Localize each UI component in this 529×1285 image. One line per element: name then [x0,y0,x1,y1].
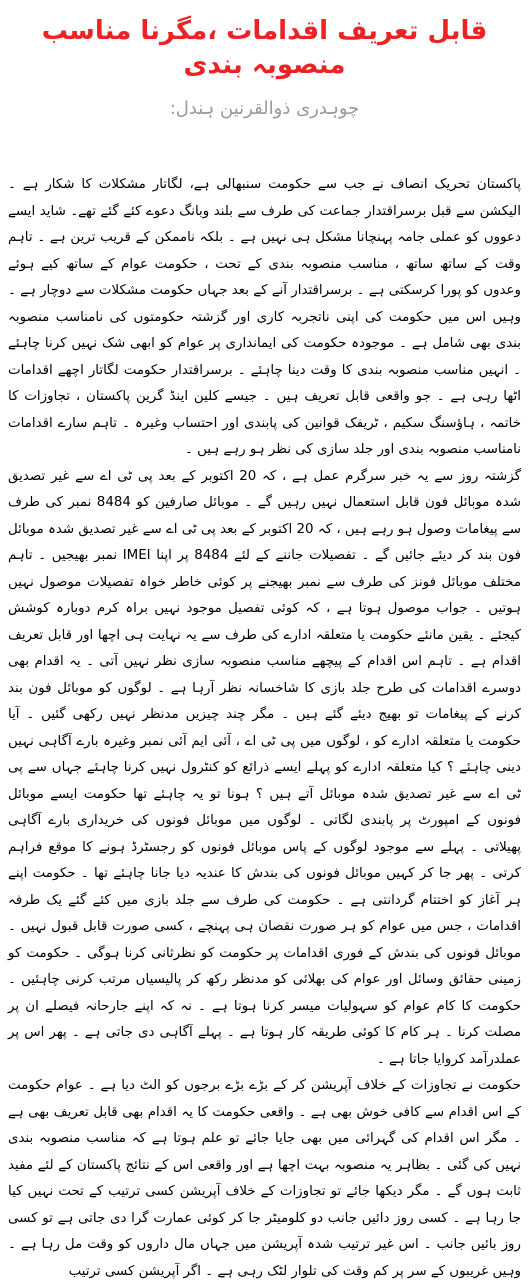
article-paragraph: گزشتہ روز سے یہ خبر سرگرم عمل ہے ، کہ 20 اکتوبر کے بعد پی ٹی اے سے غیر تصدیق شدہ موبائل فون قابل استعمال نہیں رہیں گے ۔ موبائل صارفین کو 8484 نمبر کی طرف سے پیغامات وصول ہو رہے ہیں ، کہ 20 اکتوبر کے بعد پی ٹی اے سے غیر تصدیق شدہ موبائل فون بند کر دیئے جائیں گے ۔ تفصیلات جاننے کے لئے 8484 پر اپنا IMEI نمبر بھیجیں ۔ تاہم مختلف موبائل فونز کی طرف سے نمبر بھیجنے پر کوئی خاطر خواہ تفصیلات موصول نہیں ہوتیں ۔ جواب موصول ہوتا ہے ، کہ کوئی تفصیل موجود نہیں براہ کرم دوبارہ کوشش کیجئے ۔ یقین مانئے حکومت یا متعلقہ ادارے کی طرف سے یہ نہایت ہی اچھا اور قابل تعریف اقدام ہے ۔ تاہم اس اقدام کے پیچھے مناسب منصوبہ سازی نظر نہیں آتی ۔ یہ اقدام بھی دوسرے اقدامات کی طرح جلد بازی کا شاخسانہ نظر آرہا ہے ۔ لوگوں کو موبائل فون بند کرنے کے پیغامات تو بھیج دیئے گئے ہیں ۔ مگر چند چیزیں مدنظر نہیں رکھی گئیں ۔ آیا حکومت یا متعلقہ ادارے کو ، لوگوں میں پی ٹی اے ، آئی ایم آئی نمبر وغیرہ بارے آگاہی نہیں دینی چاہئے ؟ کیا متعلقہ ادارے کو پہلے ایسے ذرائع کو کنٹرول نہیں کرنا چاہئے جہاں سے پی ٹی اے سے غیر تصدیق شدہ موبائل آتے ہیں ؟ ہونا تو یہ چاہئے تھا حکومت ایسے موبائل فونوں کے امپورٹ پر پابندی لگاتی ۔ لوگوں میں موبائل فونوں کی خریداری بارے آگاہی پھیلاتی ۔ پہلے سے موجود لوگوں کے پاس موبائل فونوں کو رجسٹرڈ ہونے کا موقع فراہم کرتی ۔ پھر جا کر کہیں موبائل فونوں کی بندش کا عندیہ دیا جانا چاہئے تھا ۔ حکومت اپنے ہر آغاز کو اختتام گردانتی ہے ۔ حکومت کی طرف سے جلد بازی میں کئے گئے یک طرفہ اقدامات ، جس میں عوام کو ہر صورت نقصان ہی پہنچے ، کسی صورت قابل قبول نہیں ۔ موبائل فونوں کی بندش کے فوری اقدامات پر حکومت کو نظرثانی کرنا ہوگی ۔ حکومت کو زمینی حقائق وسائل اور عوام کی بھلائی کو مدنظر رکھ کر پالیسیاں مرتب کرنی چاہئیں ۔ حکومت کا کام عوام کو سہولیات میسر کرنا ہوتا ہے ۔ نہ کہ اپنے جارحانہ فیصلے ان پر مصلت کرنا ۔ ہر کام کا کوئی طریقہ کار ہوتا ہے ۔ پہلے آگاہی دی جاتی ہے ۔ پھر اس پر عملدرآمد کروایا جاتا ہے ۔ [8,468,522,1067]
author-byline: چوہدری ذوالقرنین ہندل: [169,98,360,119]
article-paragraph: حکومت نے تجاوزات کے خلاف آپریشن کر کے بڑے بڑے برجوں کو الٹ دیا ہے ۔ عوام حکومت کے اس اقدام سے کافی خوش بھی ہے ۔ واقعی حکومت کا یہ اقدام بھی قابل تعریف بھی ہے ۔ مگر اس اقدام کی گہرائی میں بھی جایا جائے تو علم ہوتا ہے کہ مناسب منصوبہ بندی نہیں کی گئی ۔ بظاہر یہ منصوبہ بہت اچھا ہے اور واقعی اس کے نتائج پاکستان کے لئے مفید ثابت ہوں گے ۔ مگر دیکھا جائے تو تجاوزات کے خلاف آپریشن کسی ترتیب کے تحت نہیں کیا جا رہا ہے ۔ کسی روز دائیں جانب دو کلومیٹر جا کر کوئی عمارت گرا دی جاتی ہے تو کسی روز بائیں جانب ۔ اس غیر ترتیب شدہ آپریشن میں جہاں مال داروں کو وقت مل رہا ہے ۔ وہیں غریبوں کے سر پر کم وقت کی تلوار لٹک رہی ہے ۔ اگر آپریشن کسی ترتیب [8,1078,521,1279]
article [0,14,529,1279]
article-title: قابل تعریف اقدامات ،مگرنا مناسب منصوبہ بندی [41,16,488,80]
article-body [8,172,521,1285]
article-paragraph: پاکستان تحریک انصاف نے جب سے حکومت سنبھالی ہے، لگاتار مشکلات کا شکار ہے ۔الیکشن سے قبل برسراقتدار جماعت کی طرف سے بلند وبانگ دعوے کئے گئے تھے۔ شاید ایسے دعووں کو عملی جامہ پہنچانا مشکل ہی نہیں ہے ۔ بلکہ ناممکن کے قریب ترین ہے ۔ تاہم وقت کے ساتھ ساتھ ، مناسب منصوبہ بندی کے تحت ، حکومت عوام کے ساتھ کیے ہوئے وعدوں کو پورا کرسکتی ہے ۔ برسراقتدار آنے کے بعد جہاں حکومت مشکلات سے دوچار ہے ۔ وہیں اس میں حکومت کی اپنی ناتجربہ کاری اور گزشتہ حکومتوں کی نامناسب منصوبہ بندی بھی شامل ہے ۔ موجودہ حکومت کی ایمانداری پر عوام کو ابھی شک نہیں کرنا چاہئے ۔ انہیں مناسب منصوبہ بندی کا وقت دینا چاہئے ۔ برسراقتدار حکومت لگاتار اچھے اقدامات اٹھا رہی ہے ۔ جو واقعی قابل تعریف ہیں ۔ جیسے کلین اینڈ گرین پاکستان ، تجاوزات کا خاتمہ ، ہاؤسنگ سکیم ، ٹریفک قوانین کی پابندی اور احتساب وغیرہ ۔ تاہم سارے اقدامات نامناسب منصوبہ بندی اور جلد سازی کی نظر ہو رہے ہیں ۔ [8,177,521,457]
